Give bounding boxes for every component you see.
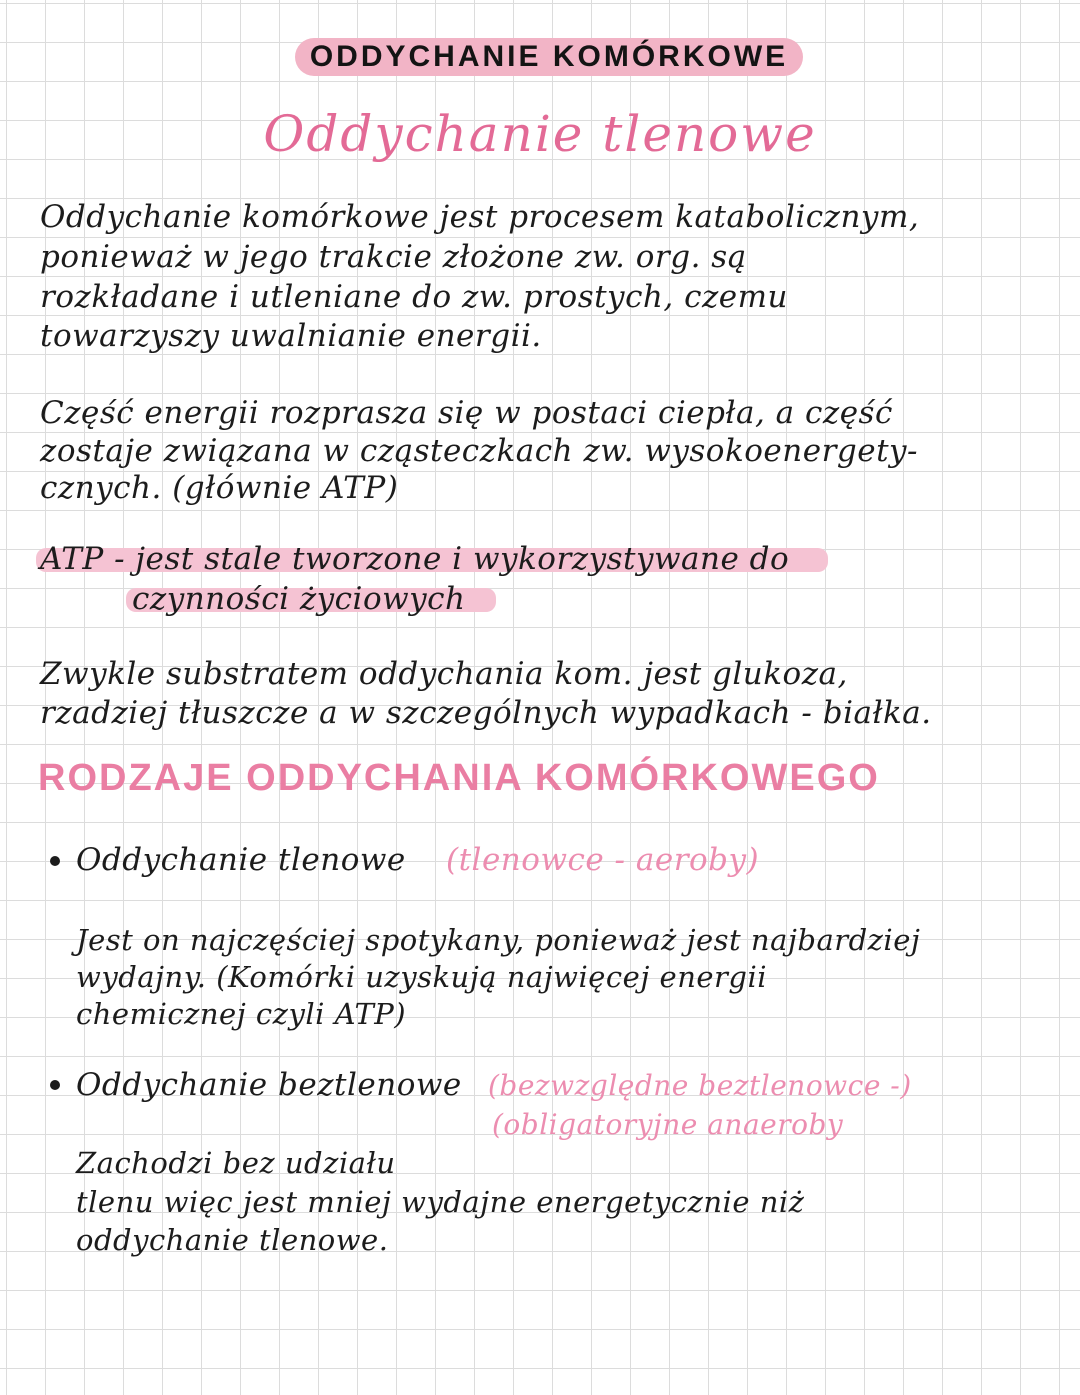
- bullet-2-note-line-1: (bezwzględne beztlenowce -): [488, 1069, 912, 1102]
- paragraph-2-line-2: zostaje związana w cząsteczkach zw. wysokoenergety-: [40, 433, 919, 469]
- paragraph-1-line-1: Oddychanie komórkowe jest procesem katabolicznym,: [40, 199, 920, 235]
- paragraph-1-line-3: rozkładane i utleniane do zw. prostych, czemu: [40, 279, 789, 315]
- paragraph-1-line-2: ponieważ w jego trakcie złożone zw. org. są: [40, 239, 747, 275]
- bullet-1-note: (tlenowce - aeroby): [446, 842, 760, 878]
- bullet-2-label: Oddychanie beztlenowe: [76, 1067, 462, 1103]
- bullet-1-label: Oddychanie tlenowe: [76, 842, 406, 878]
- atp-note-line-2: czynności życiowych: [132, 581, 466, 617]
- bullet-2-body-line-2: tlenu więc jest mniej wydajne energetycznie niż: [76, 1185, 805, 1219]
- bullet-2-body-line-3: oddychanie tlenowe.: [76, 1223, 389, 1257]
- bullet-dot-1: [50, 856, 60, 866]
- title-banner: [295, 38, 803, 76]
- bullet-1-body-line-1: Jest on najczęściej spotykany, ponieważ jest najbardziej: [76, 923, 921, 957]
- bullet-1-body-line-2: wydajny. (Komórki uzyskują najwięcej energii: [76, 960, 768, 994]
- page-title: ODDYCHANIE KOMÓRKOWE: [309, 40, 789, 73]
- paragraph-3-line-1: Zwykle substratem oddychania kom. jest glukoza,: [40, 656, 848, 692]
- bullet-2-body-line-1: Zachodzi bez udziału: [76, 1146, 396, 1180]
- bullet-1-body-line-3: chemicznej czyli ATP): [76, 997, 407, 1031]
- paragraph-1-line-4: towarzyszy uwalnianie energii.: [40, 318, 542, 354]
- subtitle: Oddychanie tlenowe: [263, 105, 817, 163]
- paragraph-2-line-1: Część energii rozprasza się w postaci ciepła, a część: [40, 395, 893, 431]
- section-heading: RODZAJE ODDYCHANIA KOMÓRKOWEGO: [38, 757, 880, 799]
- bullet-dot-2: [50, 1080, 60, 1090]
- paragraph-2-line-3: cznych. (głównie ATP): [40, 470, 399, 506]
- paragraph-3-line-2: rzadziej tłuszcze a w szczególnych wypadkach - białka.: [40, 695, 932, 731]
- bullet-2-note-line-2: (obligatoryjne anaeroby: [492, 1108, 844, 1141]
- atp-note-line-1: ATP - jest stale tworzone i wykorzystywane do: [40, 541, 790, 577]
